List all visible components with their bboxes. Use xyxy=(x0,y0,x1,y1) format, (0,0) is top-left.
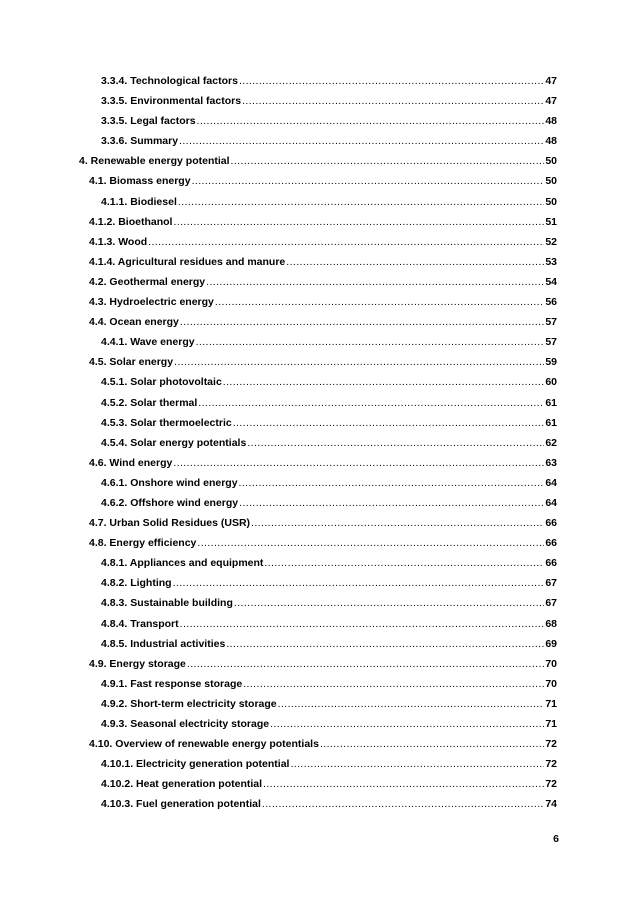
toc-entry[interactable] xyxy=(0,91,638,111)
toc-entry[interactable] xyxy=(0,593,638,613)
toc-dot-leader xyxy=(247,433,544,453)
toc-entry-page-number: 63 xyxy=(545,456,557,469)
toc-entry-row xyxy=(101,794,557,814)
toc-entry[interactable] xyxy=(0,774,638,794)
toc-entry-title: 4.5.1. Solar photovoltaic xyxy=(101,376,222,389)
toc-entry-page-number: 50 xyxy=(545,155,557,168)
toc-dot-leader xyxy=(233,413,545,433)
toc-entry-row xyxy=(101,111,557,131)
toc-entry-title: 4.2. Geothermal energy xyxy=(89,275,206,288)
toc-dot-leader xyxy=(278,694,545,714)
toc-entry[interactable] xyxy=(0,292,638,312)
toc-entry-row xyxy=(101,593,557,613)
toc-entry-row xyxy=(89,654,557,674)
toc-entry-page-number: 57 xyxy=(545,336,557,349)
toc-entry[interactable] xyxy=(0,212,638,232)
toc-entry-page-number: 70 xyxy=(545,677,557,690)
toc-entry-title: 3.3.5. Environmental factors xyxy=(101,95,242,108)
toc-entry[interactable] xyxy=(0,493,638,513)
toc-entry[interactable] xyxy=(0,352,638,372)
toc-entry[interactable] xyxy=(0,754,638,774)
toc-dot-leader xyxy=(320,734,544,754)
toc-entry-row xyxy=(101,71,557,91)
toc-entry-title: 4.10.3. Fuel generation potential xyxy=(101,798,261,811)
toc-entry[interactable] xyxy=(0,171,638,191)
toc-entry-title: 4.5. Solar energy xyxy=(89,356,174,369)
toc-entry-page-number: 48 xyxy=(545,115,557,128)
toc-dot-leader xyxy=(215,292,544,312)
toc-entry-title: 4.5.2. Solar thermal xyxy=(101,396,198,409)
toc-entry-page-number: 53 xyxy=(545,255,557,268)
toc-entry[interactable] xyxy=(0,433,638,453)
toc-entry-page-number: 72 xyxy=(545,758,557,771)
toc-entry-title: 4. Renewable energy potential xyxy=(79,155,230,168)
toc-entry[interactable] xyxy=(0,553,638,573)
toc-entry-title: 4.9.3. Seasonal electricity storage xyxy=(101,718,270,730)
toc-entry-title: 4.8.4. Transport xyxy=(101,617,179,630)
toc-entry[interactable] xyxy=(0,272,638,292)
toc-entry[interactable] xyxy=(0,252,638,272)
toc-entry-row xyxy=(89,352,557,372)
toc-entry[interactable] xyxy=(0,614,638,634)
toc-entry[interactable] xyxy=(0,192,638,212)
toc-entry-page-number: 70 xyxy=(545,657,557,670)
toc-dot-leader xyxy=(206,272,544,292)
toc-entry-title: 4.8.2. Lighting xyxy=(101,577,172,590)
toc-entry[interactable] xyxy=(0,151,638,171)
toc-entry-row xyxy=(101,131,557,151)
toc-entry-title: 4.4.1. Wave energy xyxy=(101,336,195,349)
toc-entry-title: 4.1.1. Biodiesel xyxy=(101,195,177,208)
toc-entry-row xyxy=(101,91,557,111)
toc-entry-title: 4.6.2. Offshore wind energy xyxy=(101,496,239,509)
toc-dot-leader xyxy=(180,614,545,634)
toc-entry[interactable] xyxy=(0,694,638,714)
toc-entry-row xyxy=(89,453,557,473)
toc-dot-leader xyxy=(264,553,544,573)
toc-entry-page-number: 64 xyxy=(545,496,557,509)
toc-entry-row xyxy=(89,312,557,332)
toc-dot-leader xyxy=(223,372,545,392)
toc-dot-leader xyxy=(242,91,544,111)
toc-entry-row xyxy=(101,674,557,694)
toc-entry-row xyxy=(101,694,557,714)
page-number: 6 xyxy=(553,833,559,845)
toc-entry[interactable] xyxy=(0,111,638,131)
toc-entry-page-number: 61 xyxy=(545,416,557,429)
toc-entry-row xyxy=(101,774,557,794)
toc-entry-page-number: 71 xyxy=(545,697,557,710)
toc-entry[interactable] xyxy=(0,332,638,352)
toc-dot-leader xyxy=(251,513,544,533)
toc-entry-page-number: 50 xyxy=(545,175,557,188)
toc-entry-title: 4.8.1. Appliances and equipment xyxy=(101,557,264,570)
toc-entry-title: 4.6.1. Onshore wind energy xyxy=(101,476,238,489)
toc-entry-page-number: 69 xyxy=(545,637,557,650)
toc-dot-leader xyxy=(179,131,544,151)
toc-entry-page-number: 64 xyxy=(545,476,557,489)
toc-entry-title: 4.9. Energy storage xyxy=(89,657,186,670)
toc-entry-page-number: 47 xyxy=(545,95,557,108)
toc-entry-page-number: 60 xyxy=(545,376,557,389)
toc-entry[interactable] xyxy=(0,131,638,151)
toc-entry-title: 4.7. Urban Solid Residues (USR) xyxy=(89,517,251,530)
toc-dot-leader xyxy=(197,111,545,131)
toc-dot-leader xyxy=(270,714,544,734)
toc-entry-row xyxy=(89,171,557,191)
toc-entry-page-number: 56 xyxy=(545,296,557,309)
toc-entry-title: 4.10.1. Electricity generation potential xyxy=(101,758,290,771)
toc-entry-page-number: 66 xyxy=(545,557,557,570)
toc-dot-leader xyxy=(180,312,544,332)
toc-dot-leader xyxy=(226,634,544,654)
toc-entry[interactable] xyxy=(0,714,638,734)
toc-dot-leader xyxy=(239,473,545,493)
toc-dot-leader xyxy=(198,393,544,413)
toc-entry-page-number: 68 xyxy=(545,617,557,630)
toc-entry[interactable] xyxy=(0,734,638,754)
toc-entry-title: 4.9.2. Short-term electricity storage xyxy=(101,697,277,710)
toc-entry-page-number: 67 xyxy=(545,597,557,610)
toc-entry-page-number: 54 xyxy=(545,275,557,288)
toc-dot-leader xyxy=(173,453,544,473)
toc-entry-title: 4.6. Wind energy xyxy=(89,456,173,469)
toc-entry[interactable] xyxy=(0,533,638,553)
toc-entry-title: 3.3.5. Legal factors xyxy=(101,115,196,128)
toc-entry-page-number: 71 xyxy=(545,718,557,730)
toc-entry-title: 4.8.3. Sustainable building xyxy=(101,597,233,610)
toc-dot-leader xyxy=(290,754,544,774)
toc-entry-title: 4.5.4. Solar energy potentials xyxy=(101,436,247,449)
toc-entry-title: 4.8. Energy efficiency xyxy=(89,537,197,550)
toc-entry-page-number: 67 xyxy=(545,577,557,590)
toc-entry-row xyxy=(89,272,557,292)
toc-entry-page-number: 66 xyxy=(545,517,557,530)
toc-dot-leader xyxy=(173,212,544,232)
toc-entry-title: 4.9.1. Fast response storage xyxy=(101,677,243,690)
toc-entry[interactable] xyxy=(0,393,638,413)
toc-entry-row xyxy=(89,252,557,272)
toc-entry-row xyxy=(101,714,557,734)
toc-entry-title: 4.3. Hydroelectric energy xyxy=(89,296,214,309)
toc-dot-leader xyxy=(231,151,545,171)
toc-entry-page-number: 57 xyxy=(545,316,557,329)
toc-dot-leader xyxy=(243,674,544,694)
toc-dot-leader xyxy=(196,332,545,352)
toc-dot-leader xyxy=(262,794,544,814)
toc-entry-row xyxy=(101,614,557,634)
toc-entry-title: 4.4. Ocean energy xyxy=(89,316,179,329)
toc-dot-leader xyxy=(148,232,544,252)
toc-entry-row xyxy=(101,754,557,774)
toc-entry-page-number: 52 xyxy=(545,235,557,248)
toc-entry-page-number: 72 xyxy=(545,778,557,791)
toc-entry[interactable] xyxy=(0,71,638,91)
toc-entry-title: 4.8.5. Industrial activities xyxy=(101,637,226,650)
toc-entry-title: 3.3.6. Summary xyxy=(101,135,179,148)
toc-entry[interactable] xyxy=(0,232,638,252)
toc-entry-page-number: 47 xyxy=(545,75,557,87)
toc-entry-row xyxy=(101,473,557,493)
toc-entry-page-number: 48 xyxy=(545,135,557,148)
toc-entry-row xyxy=(89,232,557,252)
toc-entry-title: 4.10.2. Heat generation potential xyxy=(101,778,263,791)
toc-entry-row xyxy=(101,393,557,413)
toc-entry-row xyxy=(101,493,557,513)
toc-dot-leader xyxy=(239,71,544,91)
toc-entry-row xyxy=(89,533,557,553)
toc-entry-row xyxy=(101,634,557,654)
toc-entry-row xyxy=(89,212,557,232)
toc-entry-row xyxy=(89,292,557,312)
toc-dot-leader xyxy=(239,493,544,513)
toc-entry[interactable] xyxy=(0,513,638,533)
toc-entry-title: 4.10. Overview of renewable energy potentials xyxy=(89,738,319,751)
toc-entry-row xyxy=(89,734,557,754)
toc-entry-row xyxy=(89,513,557,533)
toc-entry-page-number: 62 xyxy=(545,436,557,449)
toc-entry[interactable] xyxy=(0,453,638,473)
toc-entry-row xyxy=(101,573,557,593)
toc-dot-leader xyxy=(263,774,544,794)
toc-entry[interactable] xyxy=(0,413,638,433)
toc-dot-leader xyxy=(197,533,544,553)
toc-entry-title: 4.1. Biomass energy xyxy=(89,175,191,188)
toc-entry[interactable] xyxy=(0,573,638,593)
toc-entry-title: 4.1.3. Wood xyxy=(89,235,148,248)
toc-entry-row xyxy=(101,372,557,392)
toc-entry[interactable] xyxy=(0,312,638,332)
toc-entry-page-number: 59 xyxy=(545,356,557,369)
toc-dot-leader xyxy=(286,252,544,272)
toc-entry-page-number: 72 xyxy=(545,738,557,751)
toc-entry-row xyxy=(101,192,557,212)
toc-entry-row xyxy=(101,553,557,573)
toc-entry[interactable] xyxy=(0,634,638,654)
toc-entry-page-number: 74 xyxy=(545,798,557,811)
table-of-contents xyxy=(0,71,638,814)
toc-entry-row xyxy=(79,151,557,171)
toc-entry-page-number: 50 xyxy=(545,195,557,208)
toc-dot-leader xyxy=(178,192,544,212)
toc-entry-page-number: 66 xyxy=(545,537,557,550)
toc-dot-leader xyxy=(234,593,544,613)
toc-dot-leader xyxy=(192,171,545,191)
toc-entry-title: 4.1.2. Bioethanol xyxy=(89,215,173,228)
toc-entry[interactable] xyxy=(0,674,638,694)
toc-entry[interactable] xyxy=(0,794,638,814)
toc-entry[interactable] xyxy=(0,654,638,674)
toc-dot-leader xyxy=(173,573,545,593)
toc-entry[interactable] xyxy=(0,372,638,392)
toc-entry-row xyxy=(101,433,557,453)
toc-entry-page-number: 51 xyxy=(545,215,557,228)
toc-dot-leader xyxy=(187,654,544,674)
toc-entry-title: 3.3.4. Technological factors xyxy=(101,75,238,87)
toc-entry-row xyxy=(101,413,557,433)
toc-entry-title: 4.5.3. Solar thermoelectric xyxy=(101,416,232,429)
toc-entry[interactable] xyxy=(0,473,638,493)
toc-entry-row xyxy=(101,332,557,352)
toc-dot-leader xyxy=(174,352,544,372)
toc-entry-title: 4.1.4. Agricultural residues and manure xyxy=(89,255,286,268)
toc-entry-page-number: 61 xyxy=(545,396,557,409)
